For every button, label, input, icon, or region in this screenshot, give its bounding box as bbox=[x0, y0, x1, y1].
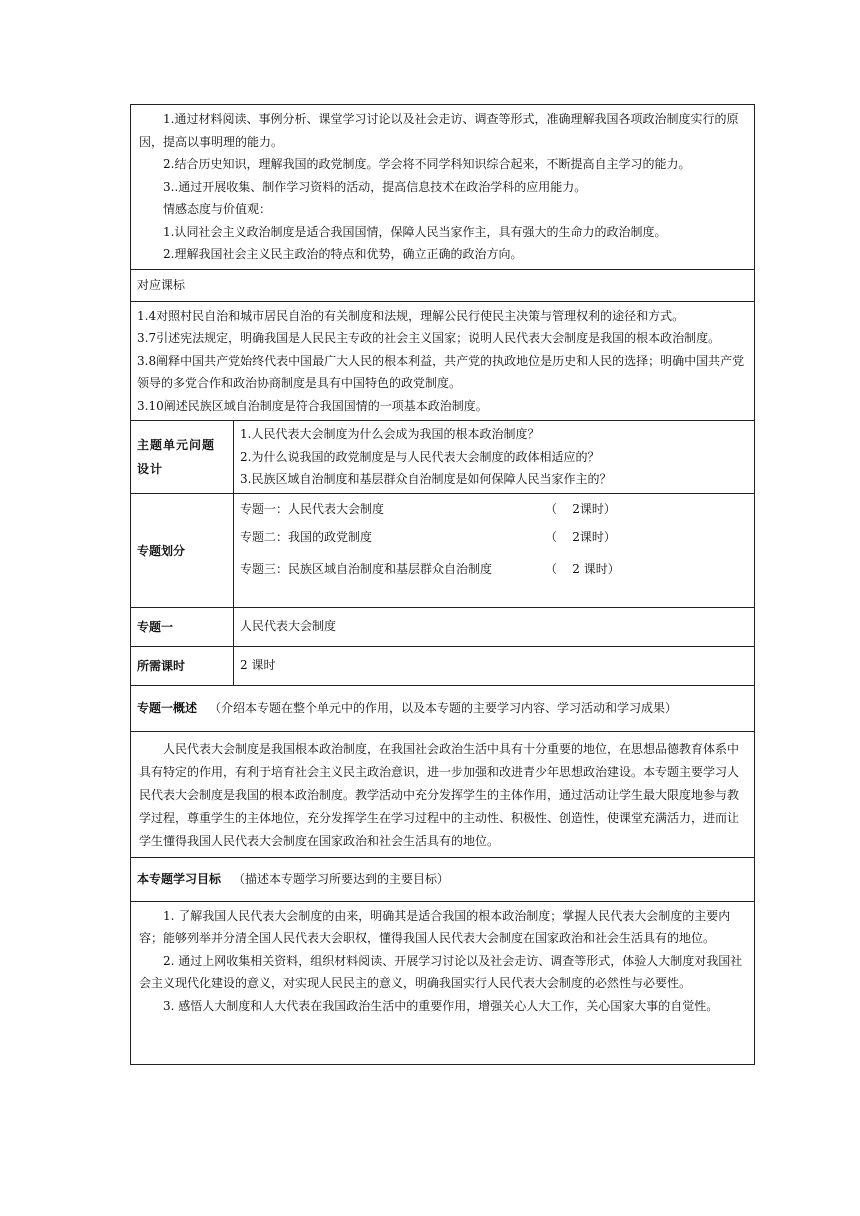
topic-hours: （ 2 课时） bbox=[545, 562, 620, 577]
overview-text: 人民代表大会制度是我国根本政治制度，在我国社会政治生活中具有十分重要的地位，在思想品德教育体系中具有特定的作用，有利于培育社会主义民主政治意识，进一步加强和改进青少年思想政治建设。本专题主要学习人民代表大会制度是我国的根本政治制度。教学活动中充分发挥学生的主体作用，通过活动让学生最大限度地参与教学过程，尊重学生的主体地位，充分发挥学生在学习过程中的主动性、积极性、创造性，使课堂充满活力，进而让学生懂得我国人民代表大会制度在国家政治和社会生活具有的地位。 bbox=[139, 741, 740, 848]
topic-row bbox=[240, 524, 748, 552]
goals-intro-paragraph: 2.理解我国社会主义民主政治的特点和优势，确立正确的政治方向。 bbox=[163, 247, 523, 261]
overview-body-row bbox=[131, 731, 755, 857]
objectives-heading: 本专题学习目标 bbox=[137, 871, 222, 886]
topic-row bbox=[240, 556, 748, 584]
objective-item: 3. 感悟人大制度和人大代表在我国政治生活中的重要作用，增强关心人大工作，关心国家大事的自觉性。 bbox=[163, 998, 719, 1013]
objectives-heading-cell bbox=[131, 857, 755, 901]
topic-one-label: 专题一 bbox=[131, 607, 234, 646]
overview-heading-row bbox=[131, 685, 755, 731]
topic-name: 专题二：我国的政党制度 bbox=[240, 530, 373, 545]
overview-body-cell bbox=[131, 731, 755, 857]
hours-needed-label: 所需课时 bbox=[131, 646, 234, 685]
hours-needed-value: 2 课时 bbox=[234, 646, 755, 685]
topic-division-cell bbox=[234, 493, 755, 607]
topic-hours: （ 2课时） bbox=[545, 530, 616, 545]
standards-heading-row bbox=[131, 269, 755, 301]
objective-item: 1. 了解我国人民代表大会制度的由来，明确其是适合我国的根本政治制度；掌握人民代表大会制度的主要内容；能够列举并分清全国人民代表大会职权，懂得我国人民代表大会制度在国家政治和社会生活具有的地位。 bbox=[139, 908, 731, 945]
standards-row bbox=[131, 301, 755, 421]
topic-division-row bbox=[131, 493, 755, 607]
standards-cell bbox=[131, 301, 755, 421]
topic-name: 专题三：民族区域自治制度和基层群众自治制度 bbox=[240, 562, 493, 577]
unit-question-item: 1.人民代表大会制度为什么会成为我国的根本政治制度？ bbox=[240, 427, 540, 441]
unit-questions-row bbox=[131, 421, 755, 494]
topic-division-label: 专题划分 bbox=[131, 493, 234, 607]
objectives-heading-row bbox=[131, 857, 755, 901]
objectives-note: （描述本专题学习所要达到的主要目标） bbox=[233, 871, 450, 886]
topic-name: 专题一：人民代表大会制度 bbox=[240, 502, 385, 517]
hours-needed-row bbox=[131, 646, 755, 685]
unit-questions-label: 主题单元问题设计 bbox=[131, 421, 234, 494]
standard-item: 3.10阐述民族区域自治制度是符合我国国情的一项基本政治制度。 bbox=[137, 398, 488, 413]
standards-heading: 对应课标 bbox=[131, 269, 755, 301]
topic-row bbox=[240, 496, 748, 524]
standard-item: 1.4对照村民自治和城市居民自治的有关制度和法规，理解公民行使民主决策与管理权利的途径和方式。 bbox=[137, 308, 685, 323]
goals-intro-paragraph: 情感态度与价值观： bbox=[163, 202, 272, 216]
goals-intro-row bbox=[131, 105, 755, 270]
unit-question-item: 2.为什么说我国的政党制度是与人民代表大会制度的政体相适应的？ bbox=[240, 449, 600, 464]
objectives-body-row bbox=[131, 901, 755, 1064]
goals-intro-paragraph: 1.通过材料阅读、事例分析、课堂学习讨论以及社会走访、调查等形式，准确理解我国各项政治制度实行的原因，提高以事明理的能力。 bbox=[139, 112, 739, 149]
objective-item: 2. 通过上网收集相关资料，组织材料阅读、开展学习讨论以及社会走访、调查等形式，体验人大制度对我国社会主义现代化建设的意义，对实现人民民主的意义，明确我国实行人民代表大会制度的必然性与必要性。 bbox=[139, 953, 743, 990]
goals-intro-paragraph: 1.认同社会主义政治制度是适合我国国情，保障人民当家作主，具有强大的生命力的政治制度。 bbox=[163, 224, 667, 239]
goals-intro-paragraph: 3..通过开展收集、制作学习资料的活动，提高信息技术在政治学科的应用能力。 bbox=[163, 179, 587, 194]
objectives-body-cell bbox=[131, 901, 755, 1064]
topic-one-value: 人民代表大会制度 bbox=[234, 607, 755, 646]
unit-questions-cell bbox=[234, 421, 755, 494]
unit-plan-table bbox=[130, 104, 755, 1065]
goals-intro-cell bbox=[131, 105, 755, 270]
topic-hours: （ 2课时） bbox=[545, 502, 616, 517]
standard-item: 3.7引述宪法规定，明确我国是人民民主专政的社会主义国家；说明人民代表大会制度是我国的根本政治制度。 bbox=[137, 331, 721, 345]
overview-note: （介绍本专题在整个单元中的作用，以及本专题的主要学习内容、学习活动和学习成果） bbox=[209, 700, 678, 715]
overview-heading: 专题一概述 bbox=[137, 700, 198, 715]
topic-one-row bbox=[131, 607, 755, 646]
standard-item: 3.8阐释中国共产党始终代表中国最广大人民的根本利益，共产党的执政地位是历史和人民的选择；明确中国共产党领导的多党合作和政治协商制度是具有中国特色的政党制度。 bbox=[137, 353, 745, 390]
overview-heading-cell bbox=[131, 685, 755, 731]
unit-question-item: 3.民族区域自治制度和基层群众自治制度是如何保障人民当家作主的？ bbox=[240, 472, 612, 486]
goals-intro-paragraph: 2.结合历史知识，理解我国的政党制度。学会将不同学科知识综合起来，不断提高自主学习的能力。 bbox=[163, 157, 691, 171]
